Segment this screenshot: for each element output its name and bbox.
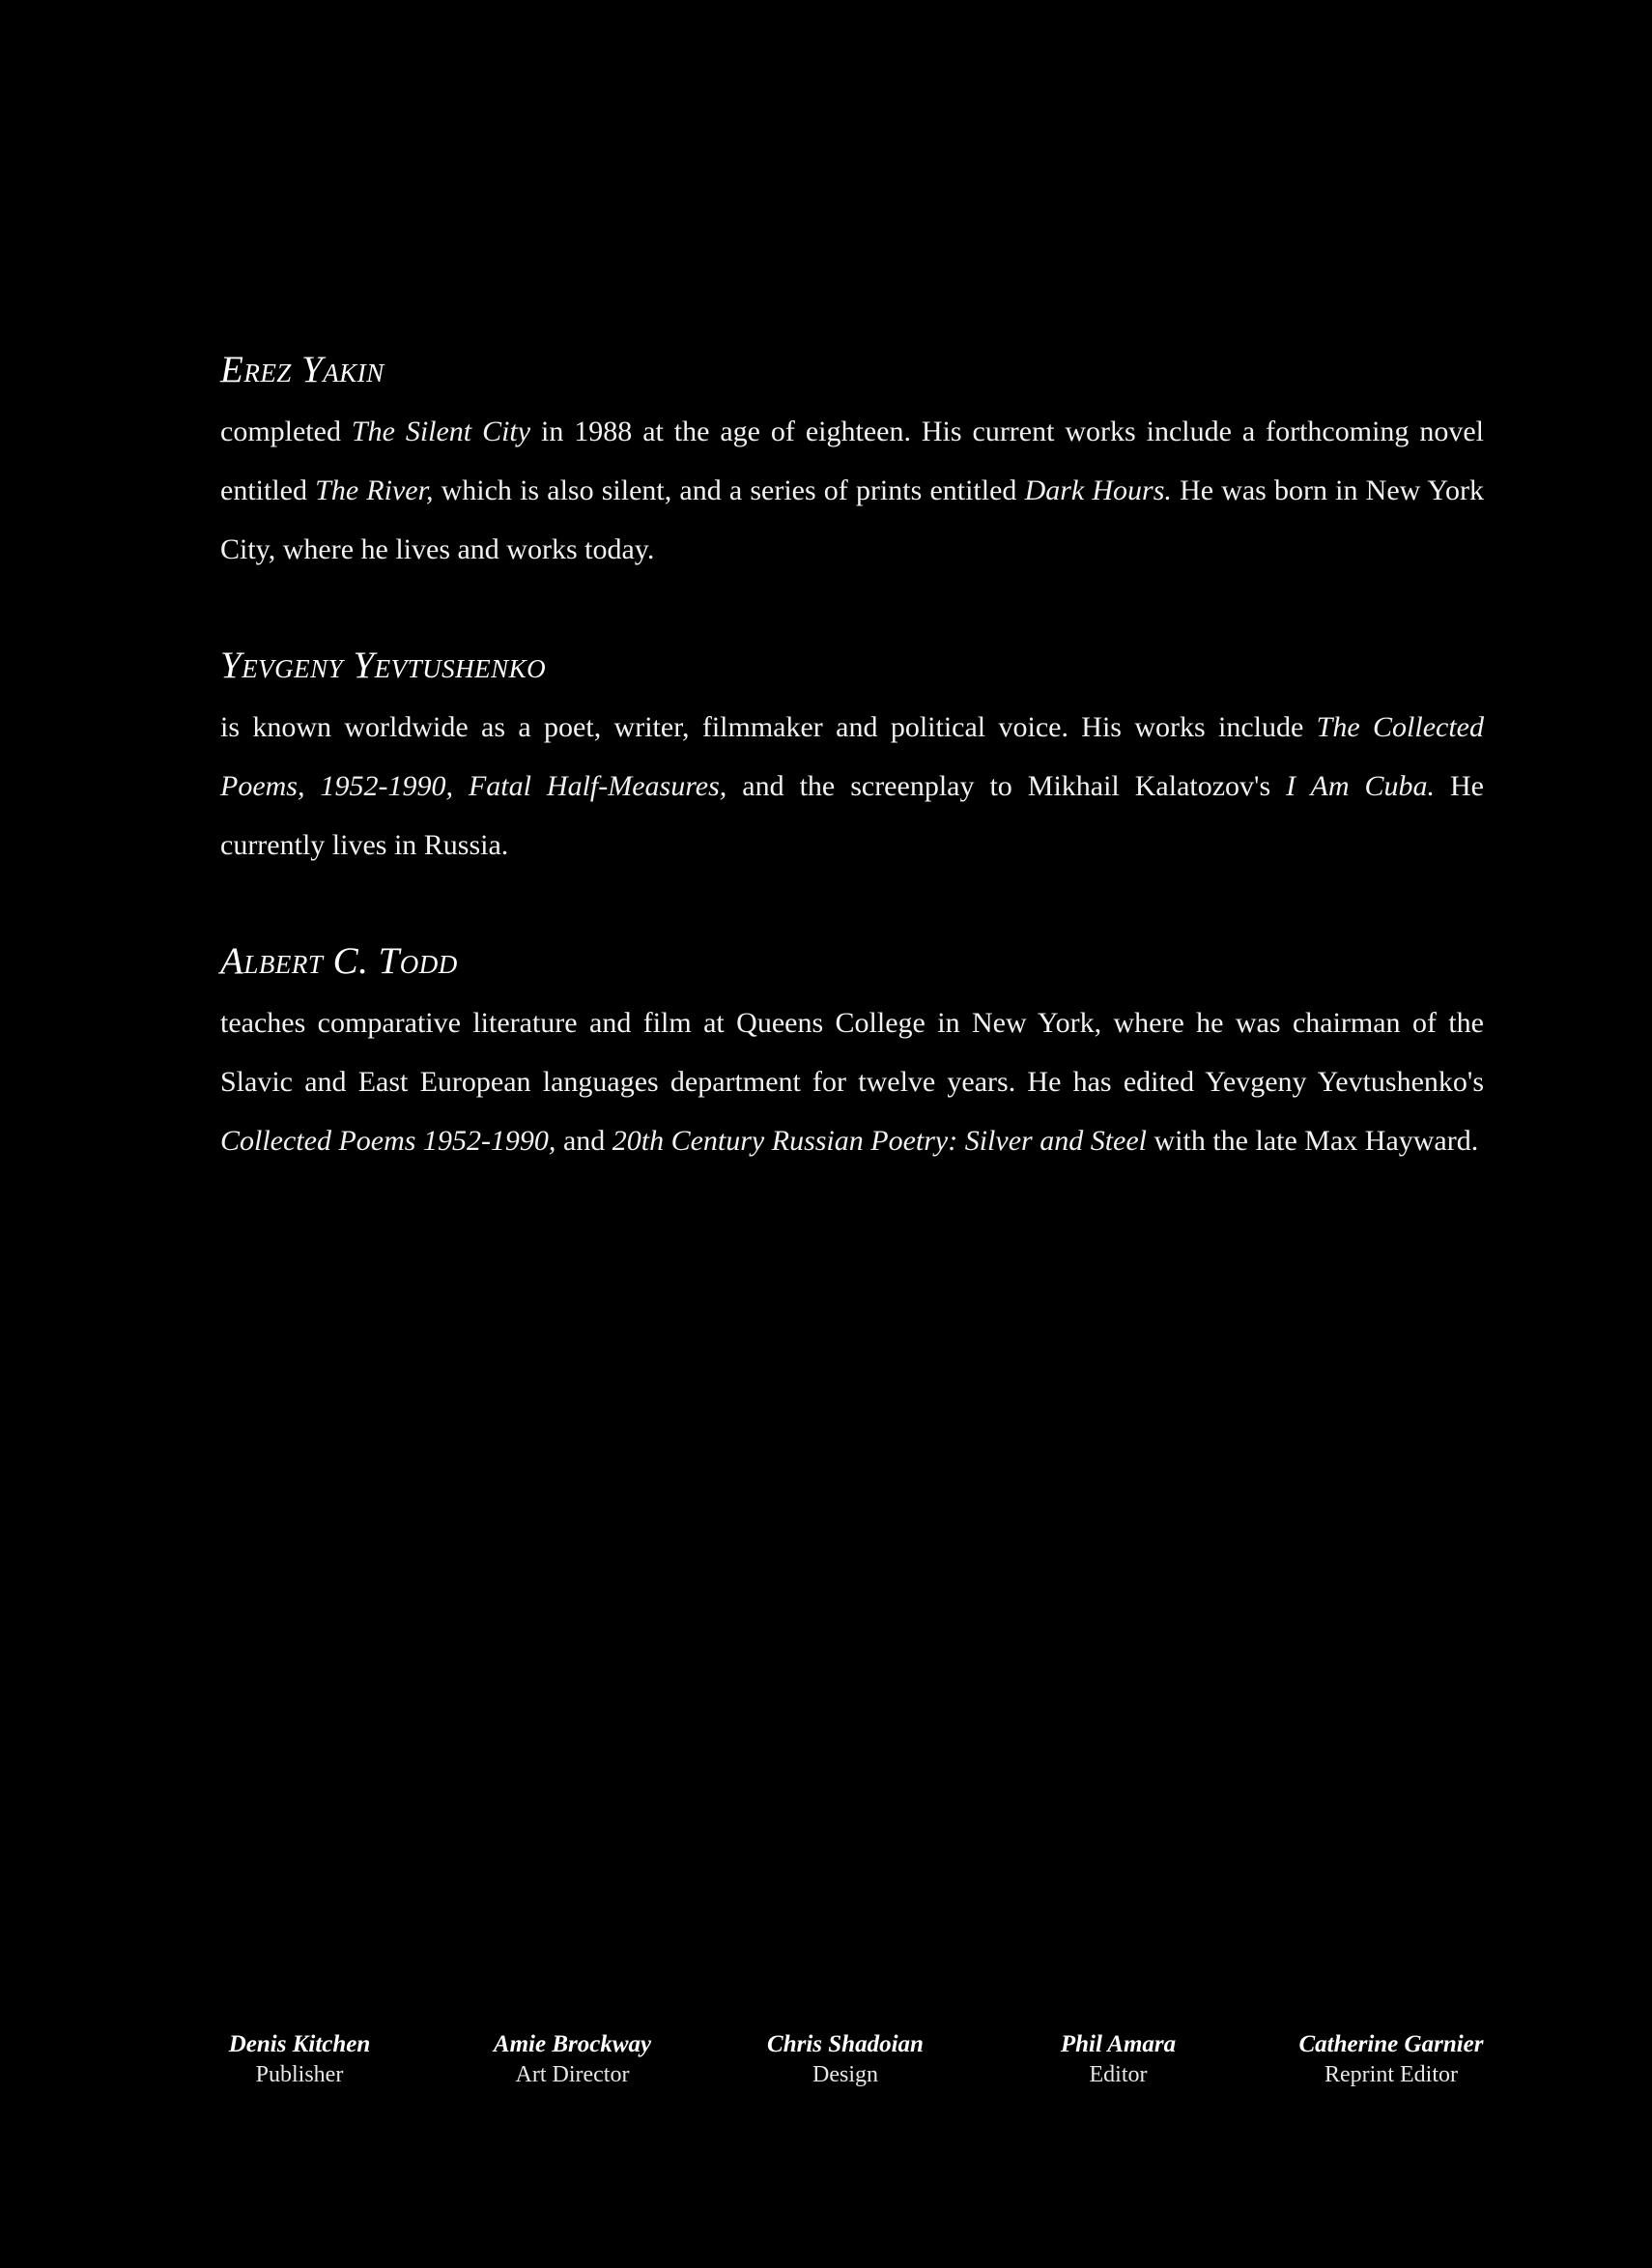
staff-credits [184, 2029, 1507, 2089]
work-title: I Am Cuba. [1286, 770, 1436, 802]
credit-role: Publisher [255, 2062, 344, 2087]
bio-name: Albert C. Todd [220, 940, 458, 982]
bio-text [220, 993, 1484, 1170]
credit-design [729, 2029, 961, 2089]
bio-text-segment: which is also silent, and a series of prints entitled [433, 474, 1025, 506]
work-title: Collected Poems 1952-1990, [220, 1125, 556, 1157]
credit-art-director [457, 2029, 689, 2089]
credit-name: Phil Amara [1060, 2031, 1177, 2057]
credit-role: Art Director [515, 2062, 630, 2087]
work-title: The Silent City [351, 416, 531, 447]
bio-text-segment: is known worldwide as a poet, writer, filmmaker and political voice. His works include [220, 711, 1317, 743]
bio-text [220, 402, 1484, 579]
bio-name: Erez Yakin [220, 349, 385, 390]
bio-name: Yevgeny Yevtushenko [220, 645, 547, 686]
credit-role: Reprint Editor [1324, 2062, 1458, 2087]
bio-text-segment: He currently lives in Russia. [220, 770, 1484, 861]
credit-name: Denis Kitchen [228, 2031, 371, 2057]
bio-text-segment: and [555, 1125, 612, 1157]
bio-text-segment: in 1988 at the age of eighteen. His current works include a forthcoming novel entitled [220, 416, 1484, 506]
bio-text-segment: and the screenplay to Mikhail Kalatozov's [726, 770, 1287, 802]
credit-name: Amie Brockway [493, 2031, 652, 2057]
bio-text-segment: teaches comparative literature and film at Queens College in New York, where he was chairman of the Slavic and East European languages department for twelve years. He has edited Yevgeny Yevtushenko's [220, 1007, 1484, 1098]
bio-albert-todd [220, 937, 1484, 1170]
bio-text-segment: with the late Max Hayward. [1147, 1125, 1479, 1157]
bio-text-segment: He was born in New York City, where he lives and works today. [220, 474, 1484, 565]
bio-text [220, 698, 1484, 875]
credit-reprint-editor [1275, 2029, 1507, 2089]
credit-name: Chris Shadoian [767, 2031, 924, 2057]
bio-yevgeny-yevtushenko [220, 642, 1484, 875]
credit-role: Design [812, 2062, 878, 2087]
work-title: Dark Hours. [1024, 474, 1172, 506]
work-title: The Collected Poems, 1952-1990, Fatal Half-Measures, [220, 711, 1484, 802]
credit-name: Catherine Garnier [1298, 2031, 1484, 2057]
work-title: 20th Century Russian Poetry: Silver and Steel [612, 1125, 1147, 1157]
credit-role: Editor [1089, 2062, 1148, 2087]
work-title: The River, [315, 474, 434, 506]
bio-erez-yakin [220, 346, 1484, 579]
credit-publisher [184, 2029, 415, 2089]
bio-text-segment: completed [220, 416, 352, 447]
credit-editor [1003, 2029, 1235, 2089]
